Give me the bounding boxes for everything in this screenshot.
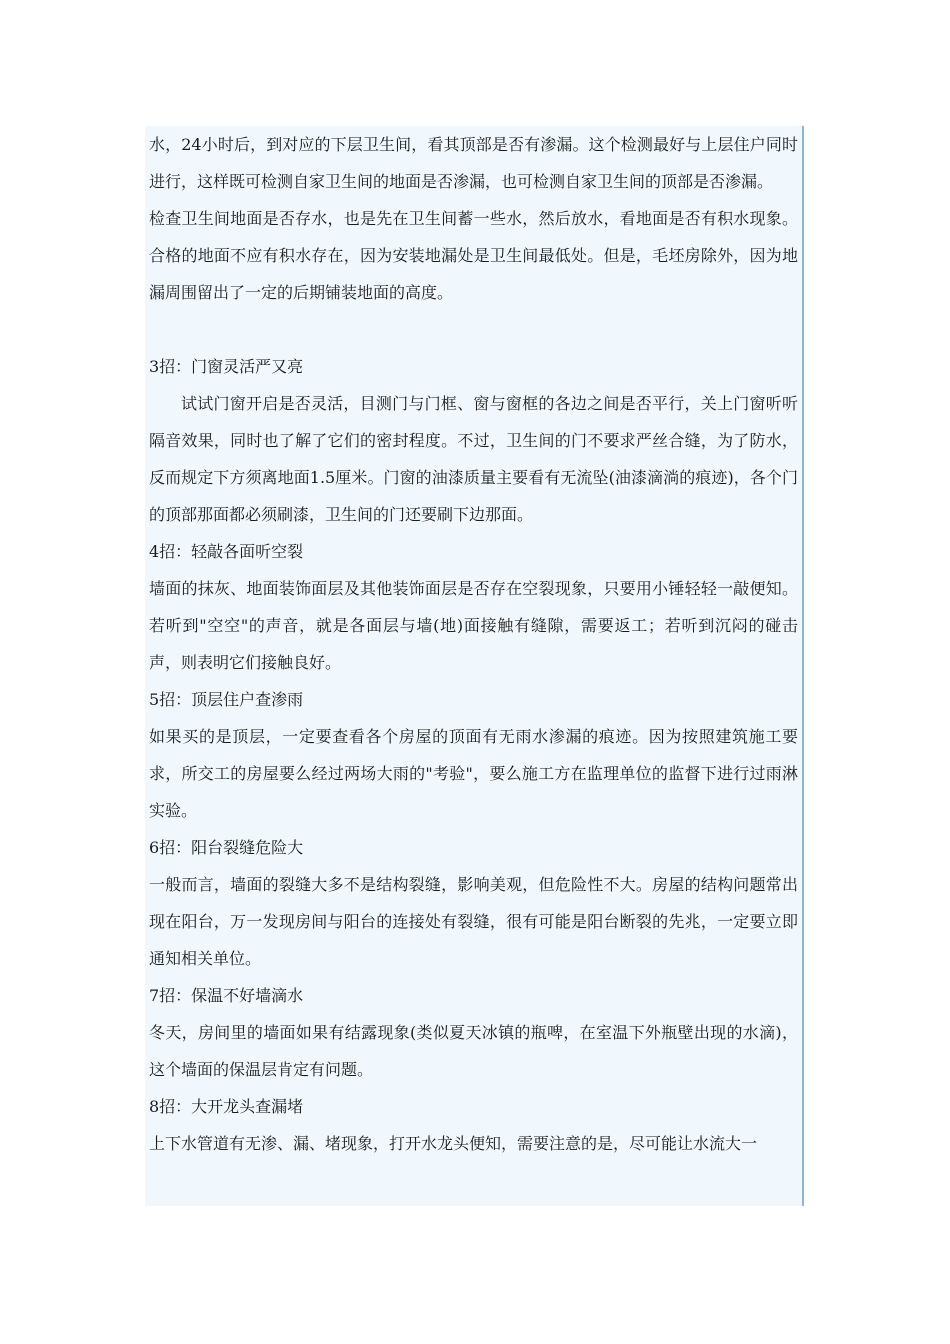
heading-tip-5: 5招：顶层住户查渗雨 [149, 690, 304, 709]
heading-tip-7: 7招：保温不好墙滴水 [149, 986, 304, 1005]
paragraph-bathroom-leak-check: 水，24小时后，到对应的下层卫生间，看其顶部是否有渗漏。这个检测最好与上层住户同时进行，这样既可检测自家卫生间的地面是否渗漏，也可检测自家卫生间的顶部是否渗漏。 [149, 135, 798, 191]
paragraph-water-pipes: 上下水管道有无渗、漏、堵现象，打开水龙头便知，需要注意的是，尽可能让水流大一 [149, 1134, 758, 1153]
heading-tip-8: 8招：大开龙头查漏堵 [149, 1097, 304, 1116]
blank-line [149, 311, 798, 348]
paragraph-top-floor-rain: 如果买的是顶层，一定要查看各个房屋的顶面有无雨水渗漏的痕迹。因为按照建筑施工要求，所交工的房屋要么经过两场大雨的"考验"，要么施工方在监理单位的监督下进行过雨淋实验。 [149, 727, 798, 820]
heading-tip-4: 4招：轻敲各面听空裂 [149, 542, 304, 561]
paragraph-balcony-cracks: 一般而言，墙面的裂缝大多不是结构裂缝，影响美观，但危险性不大。房屋的结构问题常出现在阳台，万一发现房间与阳台的连接处有裂缝，很有可能是阳台断裂的先兆，一定要立即通知相关单位。 [149, 875, 798, 968]
heading-tip-3: 3招：门窗灵活严又亮 [149, 357, 304, 376]
paragraph-knock-surfaces: 墙面的抹灰、地面装饰面层及其他装饰面层是否存在空裂现象，只要用小锤轻轻一敲便知。若听到"空空"的声音，就是各面层与墙(地)面接触有缝隙，需要返工；若听到沉闷的碰击声，则表明它们接触良好。 [149, 579, 798, 672]
paragraph-doors-windows: 试试门窗开启是否灵活，目测门与门框、窗与窗框的各边之间是否平行，关上门窗听听隔音效果，同时也了解了它们的密封程度。不过，卫生间的门不要求严丝合缝，为了防水，反而规定下方须离地面1.5厘米。门窗的油漆质量主要看有无流坠(油漆滴淌的痕迹)，各个门的顶部那面都必须刷漆，卫生间的门还要刷下边那面。 [149, 394, 798, 524]
article-content [145, 126, 804, 1206]
paragraph-wall-insulation: 冬天，房间里的墙面如果有结露现象(类似夏天冰镇的瓶啤，在室温下外瓶壁出现的水滴)，这个墙面的保温层肯定有问题。 [149, 1023, 798, 1079]
heading-tip-6: 6招：阳台裂缝危险大 [149, 838, 304, 857]
paragraph-bathroom-floor-water: 检查卫生间地面是否存水，也是先在卫生间蓄一些水，然后放水，看地面是否有积水现象。合格的地面不应有积水存在，因为安装地漏处是卫生间最低处。但是，毛坯房除外，因为地漏周围留出了一定的后期铺装地面的高度。 [149, 209, 798, 302]
